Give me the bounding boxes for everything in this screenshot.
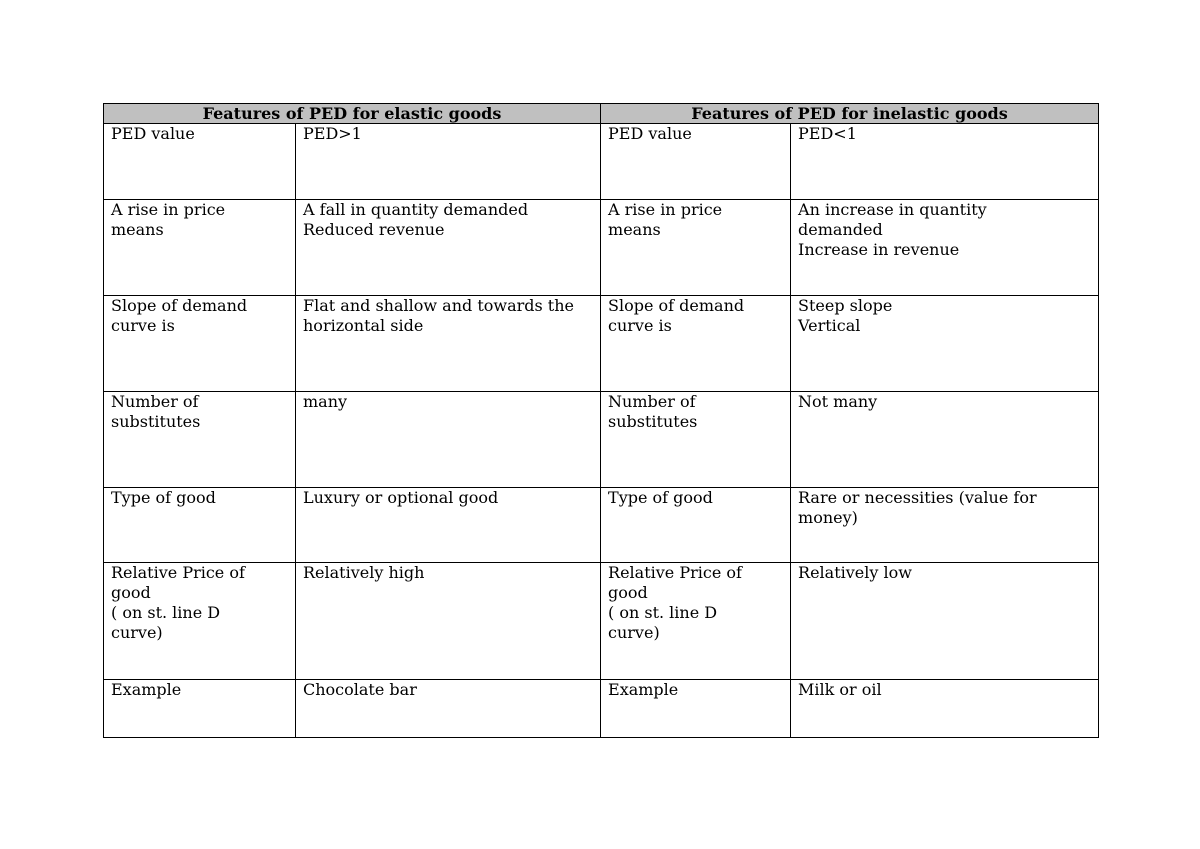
inelastic-feature-cell: PED value (601, 124, 791, 200)
elastic-value-cell: Relatively high (296, 563, 601, 680)
elastic-feature-cell: Number of substitutes (104, 392, 296, 488)
inelastic-feature-cell: Example (601, 680, 791, 738)
table-header-row (104, 104, 1099, 124)
inelastic-value-cell: Milk or oil (791, 680, 1099, 738)
elastic-feature-cell: Slope of demand curve is (104, 296, 296, 392)
inelastic-value-cell: PED<1 (791, 124, 1099, 200)
inelastic-feature-cell: Slope of demand curve is (601, 296, 791, 392)
table-row (104, 296, 1099, 392)
elastic-value-cell: Flat and shallow and towards the horizontal side (296, 296, 601, 392)
header-elastic: Features of PED for elastic goods (104, 104, 601, 124)
elastic-value-cell: Luxury or optional good (296, 488, 601, 563)
elastic-feature-cell: Relative Price of good ( on st. line D curve) (104, 563, 296, 680)
inelastic-feature-cell: Relative Price of good ( on st. line D curve) (601, 563, 791, 680)
inelastic-feature-cell: Type of good (601, 488, 791, 563)
elastic-feature-cell: A rise in price means (104, 200, 296, 296)
table-row (104, 392, 1099, 488)
table-row (104, 124, 1099, 200)
table-row (104, 680, 1099, 738)
elastic-value-cell: Chocolate bar (296, 680, 601, 738)
table-row (104, 200, 1099, 296)
elastic-value-cell: A fall in quantity demanded Reduced revenue (296, 200, 601, 296)
inelastic-value-cell: An increase in quantity demanded Increase in revenue (791, 200, 1099, 296)
elastic-feature-cell: PED value (104, 124, 296, 200)
inelastic-value-cell: Not many (791, 392, 1099, 488)
elastic-value-cell: many (296, 392, 601, 488)
table-row (104, 563, 1099, 680)
ped-comparison-table (103, 103, 1099, 738)
inelastic-value-cell: Rare or necessities (value for money) (791, 488, 1099, 563)
inelastic-feature-cell: Number of substitutes (601, 392, 791, 488)
inelastic-feature-cell: A rise in price means (601, 200, 791, 296)
elastic-feature-cell: Example (104, 680, 296, 738)
elastic-value-cell: PED>1 (296, 124, 601, 200)
elastic-feature-cell: Type of good (104, 488, 296, 563)
inelastic-value-cell: Relatively low (791, 563, 1099, 680)
table-row (104, 488, 1099, 563)
inelastic-value-cell: Steep slope Vertical (791, 296, 1099, 392)
header-inelastic: Features of PED for inelastic goods (601, 104, 1099, 124)
